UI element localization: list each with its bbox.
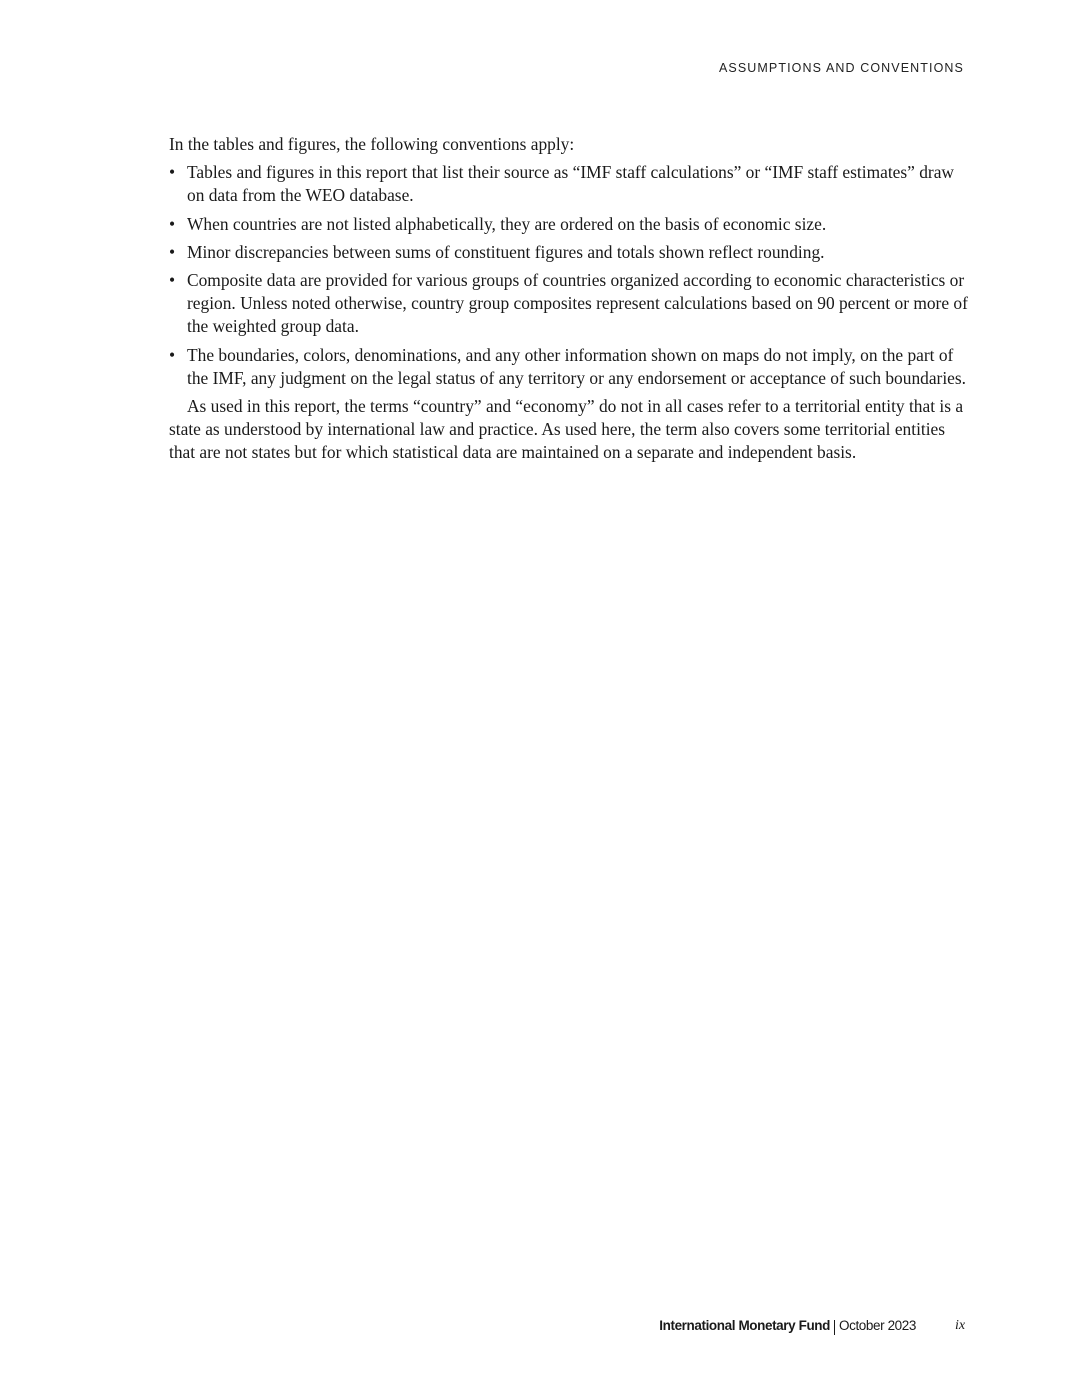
list-item [169,344,969,390]
running-header: ASSUMPTIONS AND CONVENTIONS [718,61,964,75]
list-item-text: The boundaries, colors, denominations, and any other information shown on maps do not imply, on the part of the IMF, any judgment on the legal status of any territory or any endorsement or acceptance of such boundaries. [187,344,967,388]
bullet-icon: • [169,241,176,262]
page-footer [0,1318,1080,1338]
footer-separator [834,1320,835,1335]
list-item-text: When countries are not listed alphabetically, they are ordered on the basis of economic size. [187,213,827,234]
list-item [169,269,969,339]
list-item [169,161,969,207]
footer-organization: International Monetary Fund [659,1318,830,1333]
bullet-icon: • [169,344,176,365]
list-item-text: Tables and figures in this report that list their source as “IMF staff calculations” or “IMF staff estimates” draw on data from the WEO database. [187,162,954,206]
list-item [169,241,969,264]
list-item [169,213,969,236]
list-item-text: Minor discrepancies between sums of constituent figures and totals shown reflect rounding. [187,241,825,262]
main-content [169,133,969,465]
footer-date: October 2023 [839,1318,917,1333]
intro-paragraph: In the tables and figures, the following conventions apply: [169,134,575,154]
list-item-text: Composite data are provided for various groups of countries organized according to economic characteristics or region. Unless noted otherwise, country group composites represent calculations based on 90 percent or more of the weighted group data. [187,270,968,337]
bullet-icon: • [169,213,176,234]
page-number: ix [955,1318,966,1333]
bullet-icon: • [169,270,176,291]
bullet-icon: • [169,162,176,183]
closing-paragraph: As used in this report, the terms “country” and “economy” do not in all cases refer to a territorial entity that is a state as understood by international law and practice. As used here, the term also covers some territorial entities that are not states but for which statistical data are maintained on a separate and independent basis. [169,396,964,463]
conventions-list [169,161,969,390]
